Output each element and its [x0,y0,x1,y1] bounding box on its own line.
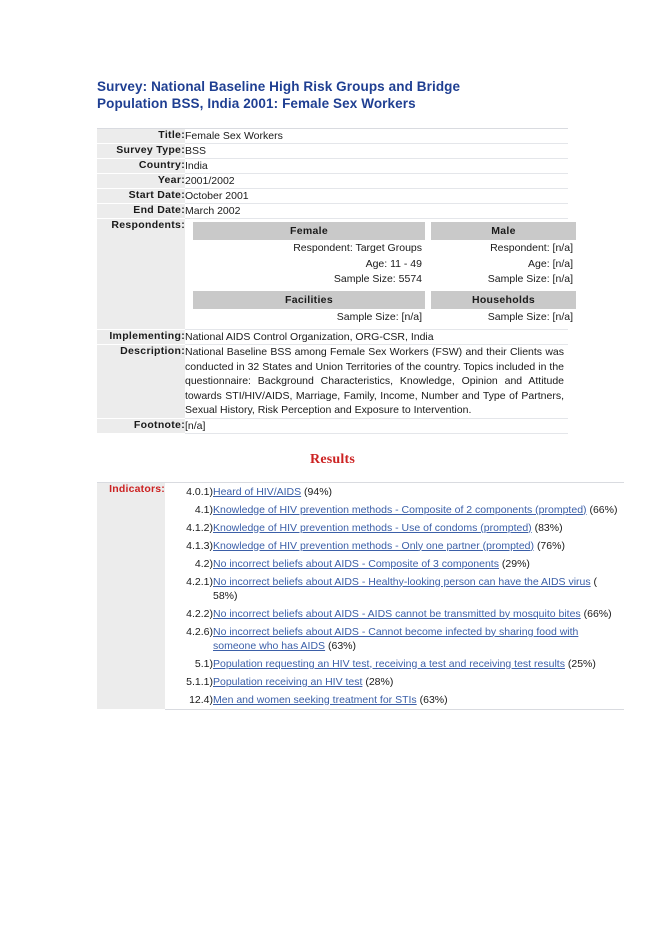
indicator-row [165,655,624,673]
indicator-percent: (66%) [589,503,618,516]
facilities-detail-row [193,310,576,326]
indicator-row [165,573,624,605]
field-label-footnote: Footnote: [97,418,185,433]
facilities-col [193,291,425,310]
table-row [97,204,568,219]
facilities-details [193,310,425,326]
field-value-year: 2001/2002 [185,174,568,189]
page-title: Survey: National Baseline High Risk Groups and Bridge Population BSS, India 2001: Female Sex Workers [97,79,461,111]
table-row [97,330,568,345]
facilities-header-row [193,291,576,310]
indicator-text [213,483,624,501]
indicator-link[interactable]: Heard of HIV/AIDS [213,485,302,498]
field-label-indicators: Indicators: [97,482,165,709]
page-content [97,78,624,710]
field-value-survey-type: BSS [185,144,568,159]
indicator-number: 12.4) [189,693,213,706]
female-sample-size: Sample Size: 5574 [333,273,422,285]
indicator-percent: (63%) [419,693,448,706]
indicator-number: 4.2.6) [186,625,213,638]
group-header-households: Households [431,291,576,309]
field-label-end-date: End Date: [97,204,185,219]
respondents-male-details [431,241,576,288]
field-value-end-date: March 2002 [185,204,568,219]
field-value-footnote: [n/a] [185,418,568,433]
indicator-number: 5.1.1) [186,675,213,688]
results-heading: Results [310,451,355,467]
indicator-percent: (94%) [304,485,333,498]
field-label-year: Year: [97,174,185,189]
indicator-row [165,537,624,555]
respondents-header-row [193,222,576,241]
households-col [431,291,576,310]
indicator-text [213,691,624,709]
table-row [97,418,568,433]
indicator-percent: (29%) [501,557,530,570]
field-label-description: Description: [97,345,185,419]
table-row [97,159,568,174]
indicator-percent: (76%) [536,539,565,552]
indicator-text [213,537,624,555]
male-respondent: Respondent: [n/a] [490,242,573,254]
indicator-row [165,555,624,573]
indicator-text [213,519,624,537]
field-value-description: National Baseline BSS among Female Sex Workers (FSW) and their Clients was conducted in 32 States and Union Territories of the country. Topics included in the questionnaire: Background Characteristics, Knowledge, Opinion and Attitude towards STI/HIV/AIDS, Marriage, Family, Income, Number and Type of Partners, Sexual History, Risk Perception and Exposure to Intervention. [185,345,568,419]
indicator-percent: ( 58%) [213,575,598,602]
indicator-percent: (83%) [534,521,563,534]
indicator-link[interactable]: Men and women seeking treatment for STIs [213,693,417,706]
field-value-title: Female Sex Workers [185,129,568,144]
table-row [97,129,568,144]
households-details [431,310,576,326]
indicators-table [97,482,624,710]
indicator-row [165,691,624,709]
indicator-text [213,573,624,605]
field-value-start-date: October 2001 [185,189,568,204]
table-row [97,144,568,159]
male-sample-size: Sample Size: [n/a] [487,273,573,285]
field-value-country: India [185,159,568,174]
indicator-number: 4.2.1) [186,575,213,588]
indicator-link[interactable]: No incorrect beliefs about AIDS - Composite of 3 components [213,557,499,570]
indicator-number: 4.1.3) [186,539,213,552]
indicators-row [97,482,624,709]
indicator-text [213,501,624,519]
field-label-country: Country: [97,159,185,174]
indicator-text [213,623,624,655]
indicator-number: 4.2.2) [186,607,213,620]
indicator-link[interactable]: Knowledge of HIV prevention methods - Only one partner (prompted) [213,539,535,552]
indicator-number: 5.1) [194,657,213,670]
respondents-male-col [431,222,576,241]
field-label-respondents: Respondents: [97,219,185,330]
indicator-link[interactable]: Population requesting an HIV test, receiving a test and receiving test results [213,657,565,670]
facilities-sample-size: Sample Size: [n/a] [336,310,422,323]
indicators-list-cell [165,482,624,709]
indicator-text [213,673,624,691]
respondents-female-col [193,222,425,241]
respondents-female-details [193,241,425,288]
indicator-link[interactable]: No incorrect beliefs about AIDS - Healthy-looking person can have the AIDS virus [213,575,591,588]
group-header-male: Male [431,222,576,240]
field-label-start-date: Start Date: [97,189,185,204]
male-age: Age: [n/a] [528,257,573,270]
field-label-survey-type: Survey Type: [97,144,185,159]
table-row-respondents [97,219,568,330]
indicator-link[interactable]: Knowledge of HIV prevention methods - Use of condoms (prompted) [213,521,532,534]
indicator-percent: (63%) [328,639,357,652]
indicator-percent: (66%) [583,607,612,620]
indicator-row [165,483,624,501]
table-row [97,345,568,419]
field-value-respondents [185,219,573,330]
indicator-number: 4.2) [194,557,213,570]
female-age: Age: 11 - 49 [365,257,422,270]
indicator-number: 4.1.2) [186,521,213,534]
indicator-percent: (28%) [365,675,394,688]
respondents-detail-row [193,241,576,288]
indicator-row [165,673,624,691]
group-header-female: Female [193,222,425,240]
indicator-row [165,605,624,623]
female-respondent: Respondent: Target Groups [293,242,422,254]
indicator-number: 4.1) [194,503,213,516]
group-header-facilities: Facilities [193,291,425,309]
indicator-row [165,519,624,537]
field-label-title: Title: [97,129,185,144]
table-row [97,189,568,204]
indicator-row [165,501,624,519]
survey-info-table [97,128,573,434]
indicator-percent: (25%) [567,657,596,670]
field-value-implementing: National AIDS Control Organization, ORG-CSR, India [185,330,568,345]
indicator-text [213,605,624,623]
indicator-text [213,655,624,673]
respondents-table [187,222,582,325]
households-sample-size: Sample Size: [n/a] [487,310,573,323]
field-label-implementing: Implementing: [97,330,185,345]
indicator-link[interactable]: No incorrect beliefs about AIDS - AIDS cannot be transmitted by mosquito bites [213,607,581,620]
indicator-link[interactable]: No incorrect beliefs about AIDS - Cannot become infected by sharing food with someone who has AIDS [213,625,579,652]
indicator-link[interactable]: Population receiving an HIV test [213,675,363,688]
indicator-text [213,555,624,573]
indicators-rows [165,483,624,709]
indicator-number: 4.0.1) [186,485,213,498]
indicator-link[interactable]: Knowledge of HIV prevention methods - Composite of 2 components (prompted) [213,503,587,516]
indicator-row [165,623,624,655]
table-row [97,174,568,189]
